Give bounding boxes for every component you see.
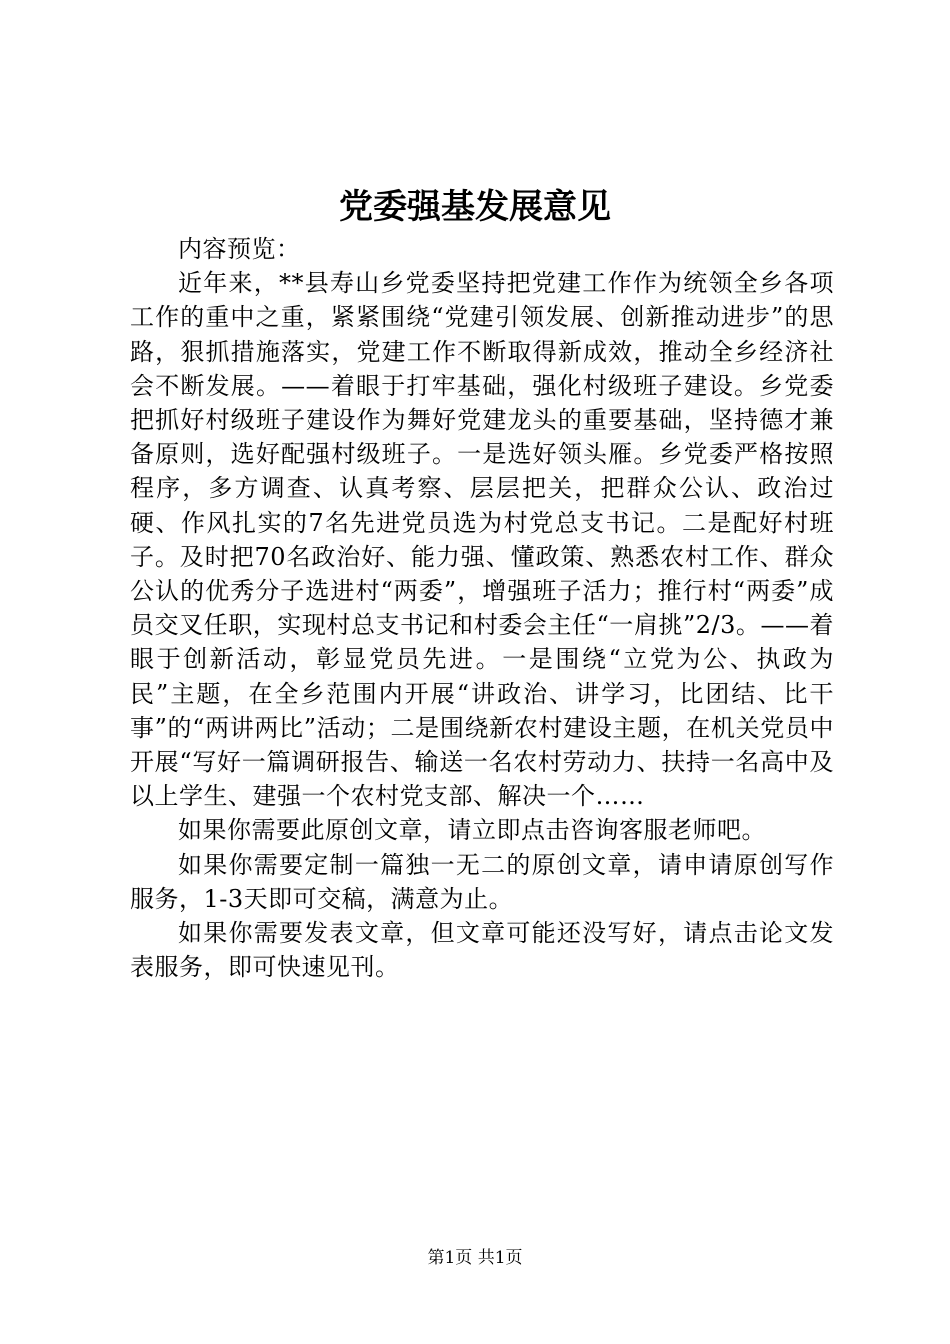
- document-body: [130, 232, 834, 984]
- custom-writing-note: 如果你需要定制一篇独一无二的原创文章，请申请原创写作服务，1-3天即可交稿，满意为止。: [130, 850, 834, 913]
- consult-service-note: 如果你需要此原创文章，请立即点击咨询客服老师吧。: [178, 816, 766, 845]
- document-title: 党委强基发展意见: [339, 187, 611, 227]
- page-number-footer: 第1页 共1页: [427, 1248, 523, 1268]
- publishing-service-note: 如果你需要发表文章，但文章可能还没写好，请点击论文发表服务，即可快速见刊。: [130, 919, 834, 982]
- preview-label: 内容预览：: [178, 235, 301, 263]
- body-paragraph-main: 近年来，**县寿山乡党委坚持把党建工作作为统领全乡各项工作的重中之重，紧紧围绕“党建引领发展、创新推动进步”的思路，狠抓措施落实，党建工作不断取得新成效，推动全乡经济社会不断发展。——着眼于打牢基础，强化村级班子建设。乡党委把抓好村级班子建设作为舞好党建龙头的重要基础，坚持德才兼备原则，选好配强村级班子。一是选好领头雁。乡党委严格按照程序，多方调查、认真考察、层层把关，把群众公认、政治过硬、作风扎实的7名先进党员选为村党总支书记。二是配好村班子。及时把70名政治好、能力强、懂政策、熟悉农村工作、群众公认的优秀分子选进村“两委”，增强班子活力；推行村“两委”成员交叉任职，实现村总支书记和村委会主任“一肩挑”2/3。——着眼于创新活动，彰显党员先进。一是围绕“立党为公、执政为民”主题，在全乡范围内开展“讲政治、讲学习，比团结、比干事”的“两讲两比”活动；二是围绕新农村建设主题，在机关党员中开展“写好一篇调研报告、输送一名农村劳动力、扶持一名高中及以上学生、建强一个农村党支部、解决一个……: [130, 269, 834, 811]
